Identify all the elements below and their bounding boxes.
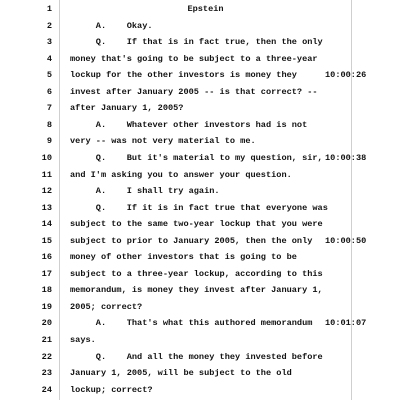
timestamp: 10:00:50 [325, 235, 367, 246]
line-text: after January 1, 2005? [70, 103, 184, 114]
line-number: 24 [41, 384, 52, 395]
line-text: subject to a three-year lockup, according to this [70, 268, 323, 279]
line-text: 2005; correct? [70, 301, 143, 312]
transcript-line [0, 18, 400, 34]
line-text: very -- was not very material to me. [70, 136, 256, 147]
transcript-line [0, 34, 400, 50]
line-number: 13 [41, 202, 52, 213]
line-number: 12 [41, 186, 52, 197]
line-text: Q. If it is in fact true that everyone was [70, 202, 328, 213]
line-number: 23 [41, 368, 52, 379]
line-text: says. [70, 335, 96, 345]
transcript-line [0, 67, 400, 83]
transcript-line [0, 315, 400, 331]
line-text: memorandum, is money they invest after January 1, [70, 285, 323, 296]
line-text: A. Okay. [70, 20, 153, 31]
transcript-line [0, 100, 400, 116]
transcript-line [0, 117, 400, 133]
line-number: 18 [41, 285, 52, 296]
transcript-line [0, 216, 400, 232]
transcript-line [0, 150, 400, 166]
witness-header: Epstein [187, 4, 224, 14]
line-number: 8 [46, 119, 52, 130]
line-text: January 1, 2005, will be subject to the old [70, 368, 292, 379]
line-number: 10 [41, 152, 52, 163]
line-text: A. That's what this authored memorandum [70, 318, 313, 329]
line-number: 4 [46, 53, 52, 64]
line-number: 21 [41, 335, 52, 345]
line-text: invest after January 2005 -- is that correct? -- [70, 86, 318, 97]
transcript-line [0, 133, 400, 149]
timestamp: 10:00:26 [325, 70, 367, 81]
line-number: 20 [41, 318, 52, 329]
line-text: Q. But it's material to my question, sir, [70, 152, 323, 163]
line-number: 6 [46, 86, 52, 97]
line-text: and I'm asking you to answer your question. [70, 169, 292, 180]
line-number: 2 [46, 20, 52, 31]
transcript-line [0, 183, 400, 199]
line-number: 11 [41, 169, 52, 180]
line-text: Q. And all the money they invested before [70, 351, 323, 362]
transcript-line [0, 266, 400, 282]
line-text: lockup; correct? [70, 384, 153, 395]
transcript-line [0, 167, 400, 183]
line-number: 15 [41, 235, 52, 246]
transcript-line [0, 84, 400, 100]
transcript-line [0, 1, 400, 17]
line-text: money of other investors that is going to be [70, 252, 297, 263]
line-number: 19 [41, 301, 52, 312]
transcript-line [0, 233, 400, 249]
line-text: A. I shall try again. [70, 186, 220, 197]
line-text: Q. If that is in fact true, then the only [70, 37, 323, 48]
line-text: money that's going to be subject to a three-year [70, 53, 318, 64]
transcript-line [0, 200, 400, 216]
line-number: 5 [46, 70, 52, 81]
line-number: 16 [41, 252, 52, 263]
transcript-line [0, 382, 400, 398]
line-number: 9 [46, 136, 52, 147]
line-text: A. Whatever other investors had is not [70, 119, 308, 130]
line-number: 22 [41, 351, 52, 362]
line-number: 1 [46, 4, 52, 14]
transcript-line [0, 51, 400, 67]
transcript-line [0, 349, 400, 365]
line-text: lockup for the other investors is money they [70, 70, 297, 81]
transcript-line [0, 365, 400, 381]
transcript-line [0, 249, 400, 265]
line-number: 17 [41, 268, 52, 279]
line-number: 7 [46, 103, 52, 114]
transcript-line [0, 282, 400, 298]
line-text: subject to prior to January 2005, then the only [70, 235, 313, 246]
timestamp: 10:00:38 [325, 152, 367, 163]
transcript-line [0, 299, 400, 315]
line-number: 14 [41, 219, 52, 230]
line-text: subject to the same two-year lockup that you were [70, 219, 323, 230]
line-number: 3 [46, 37, 52, 48]
transcript-line [0, 332, 400, 348]
timestamp: 10:01:07 [325, 318, 367, 329]
